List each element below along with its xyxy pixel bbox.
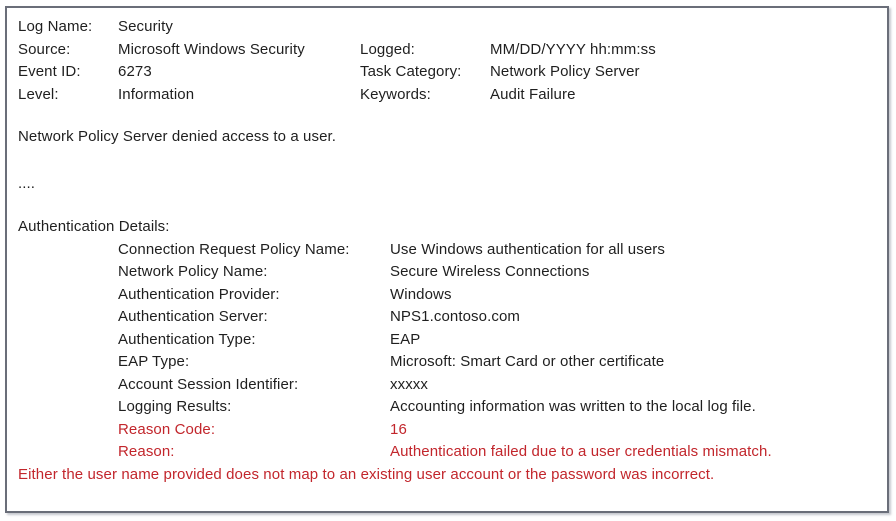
header-row-log-name <box>18 16 877 39</box>
field-value: Security <box>118 18 173 35</box>
detail-value: 16 <box>390 420 407 438</box>
field-value: MM/DD/YYYY hh:mm:ss <box>490 40 656 58</box>
field-value <box>490 16 877 39</box>
detail-value: xxxxx <box>390 375 428 393</box>
detail-row-network-policy-name <box>18 261 877 284</box>
field-value: 6273 <box>118 63 152 80</box>
field-label <box>360 16 490 39</box>
detail-row-account-session-identifier <box>18 374 877 397</box>
detail-row-authentication-provider <box>18 284 877 307</box>
detail-label: Reason Code: <box>118 420 216 438</box>
detail-row-connection-request-policy <box>18 239 877 262</box>
detail-value: Windows <box>390 285 452 303</box>
field-label: Keywords: <box>360 85 431 103</box>
detail-label: Connection Request Policy Name: <box>118 240 350 258</box>
event-log-panel <box>5 6 889 513</box>
field-label: Logged: <box>360 40 415 58</box>
field-value: Information <box>118 85 195 103</box>
field-value: Microsoft Windows Security <box>118 40 305 58</box>
detail-value: Secure Wireless Connections <box>390 263 590 280</box>
field-label: Log Name: <box>18 18 93 35</box>
detail-label: EAP Type: <box>118 353 190 370</box>
detail-label: Reason: <box>118 443 175 460</box>
authentication-details-list <box>18 239 877 464</box>
field-label: Level: <box>18 85 59 103</box>
field-value: Network Policy Server <box>490 63 640 80</box>
authentication-details-heading: Authentication Details: <box>18 218 170 235</box>
detail-row-logging-results <box>18 396 877 419</box>
detail-label: Authentication Provider: <box>118 285 280 303</box>
detail-value: Use Windows authentication for all users <box>390 240 665 258</box>
detail-value: Microsoft: Smart Card or other certificate <box>390 353 665 370</box>
event-header <box>18 16 877 106</box>
detail-label: Authentication Type: <box>118 330 256 348</box>
detail-value: Accounting information was written to the local log file. <box>390 398 756 415</box>
detail-row-authentication-server <box>18 306 877 329</box>
detail-row-reason-code <box>18 419 877 442</box>
header-row-eventid-taskcategory <box>18 61 877 84</box>
field-label: Event ID: <box>18 63 81 80</box>
detail-row-authentication-type <box>18 329 877 352</box>
field-label: Task Category: <box>360 63 462 80</box>
detail-value: NPS1.contoso.com <box>390 308 520 325</box>
reason-continuation-text: Either the user name provided does not map to an existing user account or the password was incorrect. <box>18 465 715 483</box>
detail-label: Network Policy Name: <box>118 263 268 280</box>
detail-label: Account Session Identifier: <box>118 375 299 393</box>
omitted-content-ellipsis: .... <box>18 174 36 192</box>
field-value: Audit Failure <box>490 85 576 103</box>
detail-value: Authentication failed due to a user credentials mismatch. <box>390 443 772 460</box>
header-row-level-keywords <box>18 84 877 107</box>
detail-label: Authentication Server: <box>118 308 268 325</box>
header-row-source-logged <box>18 39 877 62</box>
detail-value: EAP <box>390 330 421 348</box>
detail-label: Logging Results: <box>118 398 232 415</box>
detail-row-eap-type <box>18 351 877 374</box>
field-label: Source: <box>18 40 71 58</box>
event-message: Network Policy Server denied access to a user. <box>18 128 337 145</box>
detail-row-reason <box>18 441 877 464</box>
